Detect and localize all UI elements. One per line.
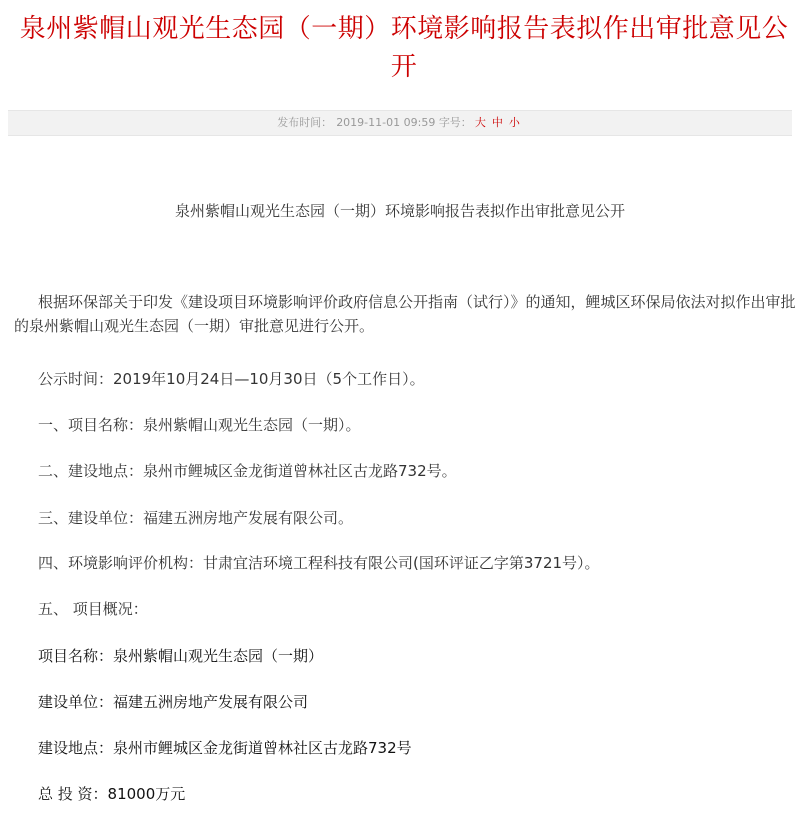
font-size-large-button[interactable]: 大 — [474, 116, 486, 129]
overview-construction-site: 建设地点：泉州市鲤城区金龙街道曾林社区古龙路732号 — [38, 739, 412, 757]
intro-paragraph — [14, 290, 800, 338]
article-subtitle: 泉州紫帽山观光生态园（一期）环境影响报告表拟作出审批意见公开 — [174, 202, 625, 220]
published-timestamp: 2019-11-01 09:59 — [336, 116, 436, 129]
font-size-label: 字号： — [438, 116, 472, 129]
published-label: 发布时间： — [277, 116, 333, 129]
article-title: 泉州紫帽山观光生态园（一期）环境影响报告表拟作出审批意见公开 — [19, 14, 789, 82]
font-size-small-button[interactable]: 小 — [508, 116, 520, 129]
project-overview-heading: 五、 项目概况： — [38, 600, 148, 618]
overview-construction-unit: 建设单位：福建五洲房地产发展有限公司 — [38, 693, 309, 711]
construction-unit-line: 三、建设单位：福建五洲房地产发展有限公司。 — [38, 509, 354, 527]
notice-period-line: 公示时间：2019年10月24日—10月30日（5个工作日）。 — [38, 370, 425, 388]
overview-project-name: 项目名称：泉州紫帽山观光生态园（一期） — [38, 647, 324, 665]
overview-total-investment: 总 投 资：81000万元 — [38, 785, 186, 803]
project-name-line: 一、项目名称：泉州紫帽山观光生态园（一期）。 — [38, 416, 361, 434]
article-meta-bar — [8, 110, 792, 136]
font-size-medium-button[interactable]: 中 — [491, 116, 503, 129]
eia-agency-line: 四、环境影响评价机构：甘肃宜洁环境工程科技有限公司(国环评证乙字第3721号）。 — [38, 554, 600, 572]
construction-site-line: 二、建设地点：泉州市鲤城区金龙街道曾林社区古龙路732号。 — [38, 462, 457, 480]
intro-text: 根据环保部关于印发《建设项目环境影响评价政府信息公开指南（试行）》的通知，鲤城区环保局依法对拟作出审批的泉州紫帽山观光生态园（一期）审批意见进行公开。 — [14, 293, 796, 335]
